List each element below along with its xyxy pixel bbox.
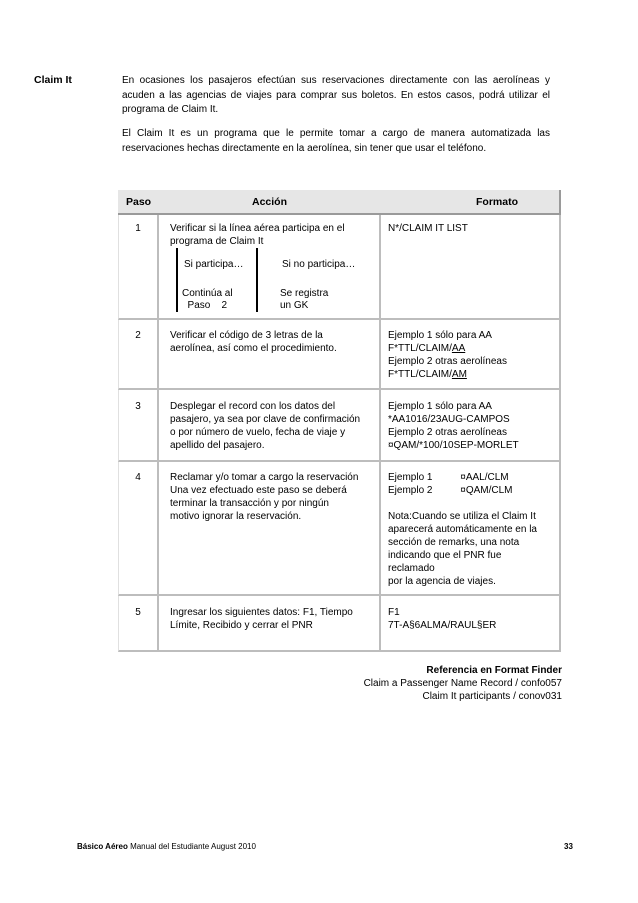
page-number: 33 <box>564 842 573 851</box>
row-paso: 1 <box>135 223 141 234</box>
diagram-yes: Si participa… <box>184 259 244 270</box>
diagram-no: Si no participa… <box>282 259 356 270</box>
row-formato: N*/CLAIM IT LIST <box>388 223 468 234</box>
reference-title: Referencia en Format Finder <box>426 665 562 676</box>
row-formato: Ejemplo 1 ¤AAL/CLM Ejemplo 2 ¤QAM/CLM Nota:Cuando se utiliza el Claim It aparecerá automáticamente en la sección de remarks, una nota indicando que el PNR fue reclamado por la agencia de viajes. <box>388 472 537 587</box>
description-paragraph: El Claim It es un programa que le permite tomar a cargo de manera automatizada las reservaciones hechas directamente en la aerolínea, sin tener que usar el teléfono. <box>122 128 550 154</box>
header-accion: Acción <box>252 196 288 208</box>
reference-line-1: Claim a Passenger Name Record / confo057 <box>363 678 562 689</box>
row-paso: 5 <box>135 607 141 618</box>
reference-line-2: Claim It participants / conov031 <box>422 691 562 702</box>
section-title: Claim It <box>34 74 72 86</box>
diagram-no-result: Se registra un GK <box>280 288 329 311</box>
row-paso: 2 <box>135 330 141 341</box>
row-accion: Ingresar los siguientes datos: F1, Tiempo Límite, Recibido y cerrar el PNR <box>170 607 353 631</box>
intro-paragraph: En ocasiones los pasajeros efectúan sus reservaciones directamente con las aerolíneas y acuden a las agencias de viajes para comprar sus boletos. En estos casos, podrá utilizar el programa de Claim It. <box>122 75 550 116</box>
row-formato: Ejemplo 1 sólo para AA F*TTL/CLAIM/AA Ejemplo 2 otras aerolíneas F*TTL/CLAIM/AM <box>388 330 507 380</box>
row-accion: Verificar el código de 3 letras de la aerolínea, así como el procedimiento. <box>170 330 337 354</box>
row-accion: Desplegar el record con los datos del pasajero, ya sea por clave de confirmación o por número de vuelo, fecha de viaje y apellido del pasajero. <box>170 401 361 451</box>
row-accion: Reclamar y/o tomar a cargo la reservación Una vez efectuado este paso se deberá terminar la transacción y por ningún motivo ignorar la reservación. <box>170 472 359 522</box>
diagram-yes-result: Continúa al Paso 2 <box>182 288 233 311</box>
table-header <box>118 190 561 215</box>
page-footer: Básico Aéreo Manual del Estudiante August 2010 <box>77 842 256 851</box>
steps-table <box>118 190 561 656</box>
row-paso: 3 <box>135 401 141 412</box>
row-accion: Verificar si la línea aérea participa en el programa de Claim It <box>170 223 345 247</box>
row-formato: Ejemplo 1 sólo para AA *AA1016/23AUG-CAMPOS Ejemplo 2 otras aerolíneas ¤QAM/*100/10SEP-MORLET <box>388 401 519 451</box>
participation-diagram <box>176 248 356 312</box>
header-paso: Paso <box>126 196 152 208</box>
header-formato: Formato <box>476 196 518 208</box>
table-row <box>118 596 159 652</box>
row-paso: 4 <box>135 472 141 483</box>
row-formato: F1 7T-A§6ALMA/RAUL§ER <box>388 607 497 631</box>
